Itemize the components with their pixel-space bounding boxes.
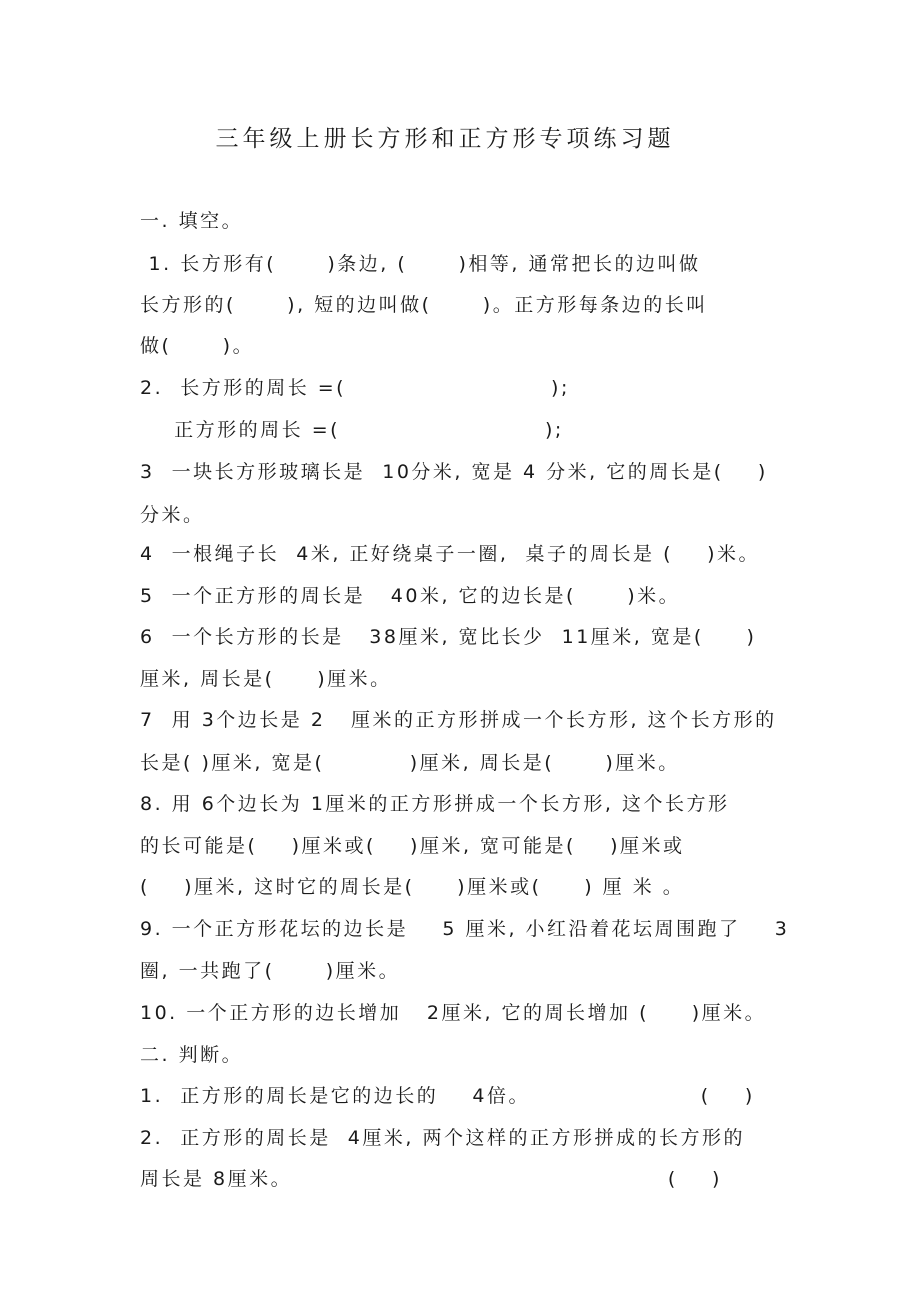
question-line: 长方形的( ), 短的边叫做( )。正方形每条边的长叫 <box>140 294 708 316</box>
question-line: 厘米, 周长是( )厘米。 <box>140 668 392 690</box>
question-line: 1. 正方形的周长是它的边长的 4倍。 ( ) <box>140 1085 755 1107</box>
question-line: 6 一个长方形的长是 38厘米, 宽比长少 11厘米, 宽是( ) <box>140 626 757 648</box>
question-line: 7 用 3个边长是 2 厘米的正方形拼成一个长方形, 这个长方形的 <box>140 709 777 731</box>
question-line: 8. 用 6个边长为 1厘米的正方形拼成一个长方形, 这个长方形 <box>140 793 730 815</box>
section-heading-fill-in: 一. 填空。 <box>140 210 244 232</box>
question-line: 正方形的周长 =( ); <box>140 419 564 441</box>
question-line: 2. 正方形的周长是 4厘米, 两个这样的正方形拼成的长方形的 <box>140 1127 745 1149</box>
question-line: 2. 长方形的周长 =( ); <box>140 377 570 399</box>
question-line: 的长可能是( )厘米或( )厘米, 宽可能是( )厘米或 <box>140 835 685 857</box>
question-line: 圈, 一共跑了( )厘米。 <box>140 960 401 982</box>
section-heading-true-false: 二. 判断。 <box>140 1044 244 1066</box>
question-line: 分米。 <box>140 504 205 526</box>
question-line: ( )厘米, 这时它的周长是( )厘米或( ) 厘 米 。 <box>140 876 685 898</box>
question-line: 4 一根绳子长 4米, 正好绕桌子一圈, 桌子的周长是 ( )米。 <box>140 543 761 565</box>
question-line: 10. 一个正方形的边长增加 2厘米, 它的周长增加 ( )厘米。 <box>140 1002 767 1024</box>
question-line: 9. 一个正方形花坛的边长是 5 厘米, 小红沿着花坛周围跑了 3 <box>140 918 790 940</box>
question-line: 长是( )厘米, 宽是( )厘米, 周长是( )厘米。 <box>140 752 680 774</box>
question-line: 1. 长方形有( )条边, ( )相等, 通常把长的边叫做 <box>140 253 701 275</box>
worksheet-title: 三年级上册长方形和正方形专项练习题 <box>215 126 675 152</box>
question-line: 做( )。 <box>140 335 255 357</box>
question-line: 3 一块长方形玻璃长是 10分米, 宽是 4 分米, 它的周长是( ) <box>140 461 768 483</box>
question-line: 周长是 8厘米。 ( ) <box>140 1168 722 1190</box>
question-line: 5 一个正方形的周长是 40米, 它的边长是( )米。 <box>140 585 681 607</box>
